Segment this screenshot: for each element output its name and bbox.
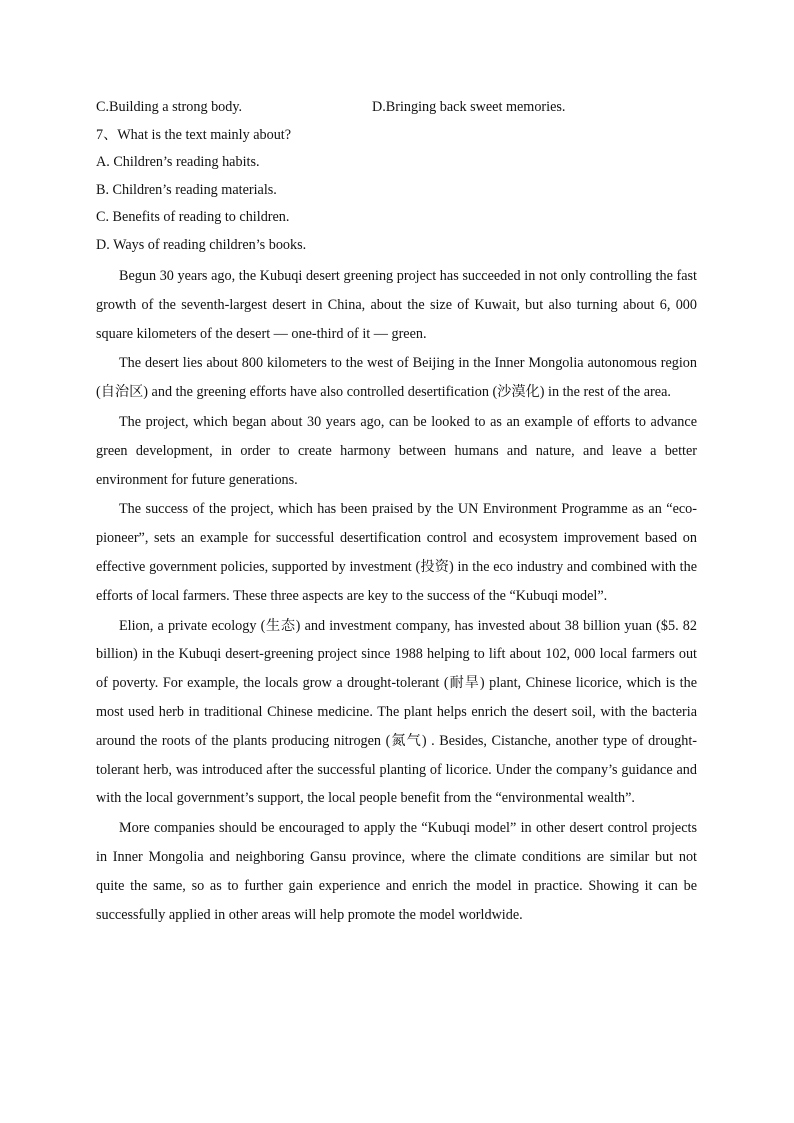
question-7-option-c: C. Benefits of reading to children.	[96, 209, 290, 225]
option-d: D.Bringing back sweet memories.	[372, 99, 566, 115]
passage-paragraph: The desert lies about 800 kilometers to the west of Beijing in the Inner Mongolia autonomous region (自治区) and the greening efforts have also controlled desertification (沙漠化) in the rest of the area.	[96, 355, 697, 401]
question-7-option-a: A. Children’s reading habits.	[96, 154, 260, 170]
previous-question-options	[96, 94, 697, 122]
question-7-stem: 7、What is the text mainly about?	[96, 126, 292, 143]
question-7-option-d: D. Ways of reading children’s books.	[96, 236, 307, 253]
passage-paragraph: The success of the project, which has been praised by the UN Environment Programme as an “eco-pioneer”, sets an example for successful desertification control and ecosystem improvement based on effective government policies, supported by investment (投资) in the eco industry and combined with the efforts of local farmers. These three aspects are key to the success of the “Kubuqi model”.	[96, 501, 697, 604]
passage-paragraph: Elion, a private ecology (生态) and investment company, has invested about 38 billion yuan ($5. 82 billion) in the Kubuqi desert-greening project since 1988 helping to lift about 102, 000 local farmers out of poverty. For example, the locals grow a drought-tolerant (耐旱) plant, Chinese licorice, which is the most used herb in traditional Chinese medicine. The plant helps enrich the desert soil, with the bacteria around the roots of the plants producing nitrogen (氮气) . Besides, Cistanche, another type of drought-tolerant herb, was introduced after the successful planting of licorice. Under the company’s guidance and with the local government’s support, the local people benefit from the “environmental wealth”.	[96, 617, 697, 807]
option-c: C.Building a strong body.	[96, 99, 243, 115]
question-7-option-b: B. Children’s reading materials.	[96, 181, 277, 198]
passage-paragraph: Begun 30 years ago, the Kubuqi desert greening project has succeeded in not only controlling the fast growth of the seventh-largest desert in China, about the size of Kuwait, but also turning about 6, 000 square kilometers of the desert — one-third of it — green.	[96, 268, 697, 342]
passage-paragraph: The project, which began about 30 years ago, can be looked to as an example of efforts to advance green development, in order to create harmony between humans and nature, and leave a better environment for future generations.	[96, 413, 697, 488]
document-page	[96, 94, 697, 929]
passage-paragraph: More companies should be encouraged to apply the “Kubuqi model” in other desert control projects in Inner Mongolia and neighboring Gansu province, where the climate conditions are similar but not quite the same, so as to further gain experience and enrich the model in practice. Showing it can be successfully applied in other areas will help promote the model worldwide.	[96, 820, 697, 923]
